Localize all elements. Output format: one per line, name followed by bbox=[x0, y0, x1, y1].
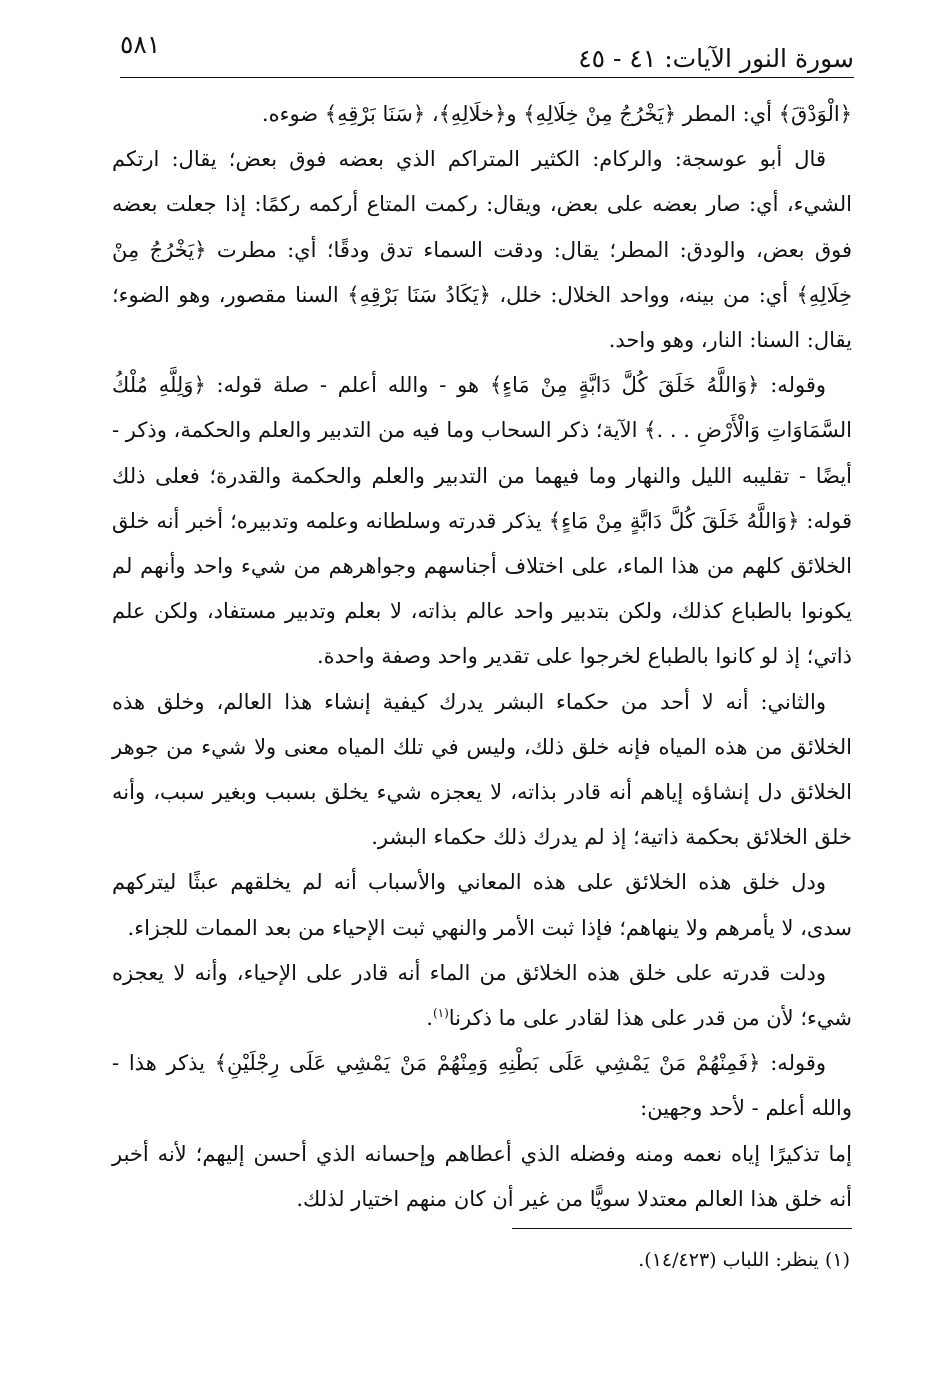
paragraph-6-text: ودلت قدرته على خلق هذه الخلائق من الماء أنه قادر على الإحياء، وأنه لا يعجزه شيء؛ لأن من قدر على هذا لقادر على ما ذكرنا bbox=[112, 960, 852, 1031]
paragraph-7: وقوله: ﴿فَمِنْهُمْ مَنْ يَمْشِي عَلَى بَطْنِهِ وَمِنْهُمْ مَنْ يَمْشِي عَلَى رِجْلَيْنِ﴾ يذكر هذا - والله أعلم - لأحد وجهين: bbox=[112, 1051, 852, 1121]
paragraph-8: إما تذكيرًا إياه نعمه ومنه وفضله الذي أعطاهم وإحسانه الذي أحسن إليهم؛ لأنه أخبر أنه خلق هذا العالم معتدلا سويًّا من غير أن كان منهم اختيار لذلك. bbox=[112, 1141, 852, 1211]
paragraph-1: ﴿الْوَدْقَ﴾ أي: المطر ﴿يَخْرُجُ مِنْ خِلَالِهِ﴾ و﴿خلَالِهِ﴾، ﴿سَنَا بَرْقِهِ﴾ ضوءه. bbox=[261, 102, 852, 126]
footnote-divider bbox=[512, 1228, 852, 1229]
running-header bbox=[120, 28, 854, 78]
paragraph-6 bbox=[112, 951, 852, 1041]
footnote: (١) ينظر: اللباب (١٤/٤٢٣). bbox=[638, 1249, 850, 1271]
header-title: سورة النور الآيات: ٤١ - ٤٥ bbox=[578, 44, 854, 73]
paragraph-5: ودل خلق هذه الخلائق على هذه المعاني والأسباب أنه لم يخلقهم عبثًا ليتركهم سدى، لا يأمرهم ولا ينهاهم؛ فإذا ثبت الأمر والنهي ثبت الإحياء من بعد الممات للجزاء. bbox=[112, 870, 852, 940]
footnote-reference[interactable]: (١) bbox=[432, 1006, 449, 1021]
body-text bbox=[112, 92, 852, 1222]
paragraph-6-end: . bbox=[426, 1006, 433, 1031]
paragraph-3: وقوله: ﴿وَاللَّهُ خَلَقَ كُلَّ دَابَّةٍ مِنْ مَاءٍ﴾ هو - والله أعلم - صلة قوله: ﴿وَلِلَّهِ مُلْكُ السَّمَاوَاتِ وَالْأَرْضِ . . .﴾ الآية؛ ذكر السحاب وما فيه من التدبير والعلم والحكمة، وذكر - أيضًا - تقليبه الليل والنهار وما فيهما من التدبير والعلم والحكمة والقدرة؛ فعلى ذلك قوله: ﴿وَاللَّهُ خَلَقَ كُلَّ دَابَّةٍ مِنْ مَاءٍ﴾ يذكر قدرته وسلطانه وعلمه وتدبيره؛ أخبر أنه خلق الخلائق كلهم من هذا الماء، على اختلاف أجناسهم وجواهرهم من شيء واحد وأنهم لم يكونوا بالطباع كذلك، ولكن بتدبير واحد عالم بذاته، لا بعلم وتدبير مستفاد، ولكن علم ذاتي؛ إذ لو كانوا بالطباع لخرجوا على تقدير واحد وصفة واحدة. bbox=[112, 373, 852, 669]
page-number: ٥٨١ bbox=[120, 30, 161, 59]
paragraph-2: قال أبو عوسجة: والركام: الكثير المتراكم الذي بعضه فوق بعض؛ يقال: ارتكم الشيء، أي: صار بعضه على بعض، ويقال: ركمت المتاع أركمه ركمًا: إذا جعلت بعضه فوق بعض، والودق: المطر؛ يقال: ودقت السماء تدق ودقًا؛ أي: مطرت ﴿يَخْرُجُ مِنْ خِلَالِهِ﴾ أي: من بينه، وواحد الخلال: خلل، ﴿يَكَادُ سَنَا بَرْقِهِ﴾ السنا مقصور، وهو الضوء؛ يقال: السنا: النار، وهو واحد. bbox=[112, 147, 852, 353]
paragraph-4: والثاني: أنه لا أحد من حكماء البشر يدرك كيفية إنشاء هذا العالم، وخلق هذه الخلائق من هذه المياه فإنه خلق ذلك، وليس في تلك المياه معنى ولا شيء من جوهر الخلائق دل إنشاؤه إياهم أنه قادر بذاته، لا يعجزه شيء يخلق بسبب وبغير سبب، وأنه خلق الخلائق بحكمة ذاتية؛ إذ لم يدرك ذلك حكماء البشر. bbox=[112, 689, 852, 850]
